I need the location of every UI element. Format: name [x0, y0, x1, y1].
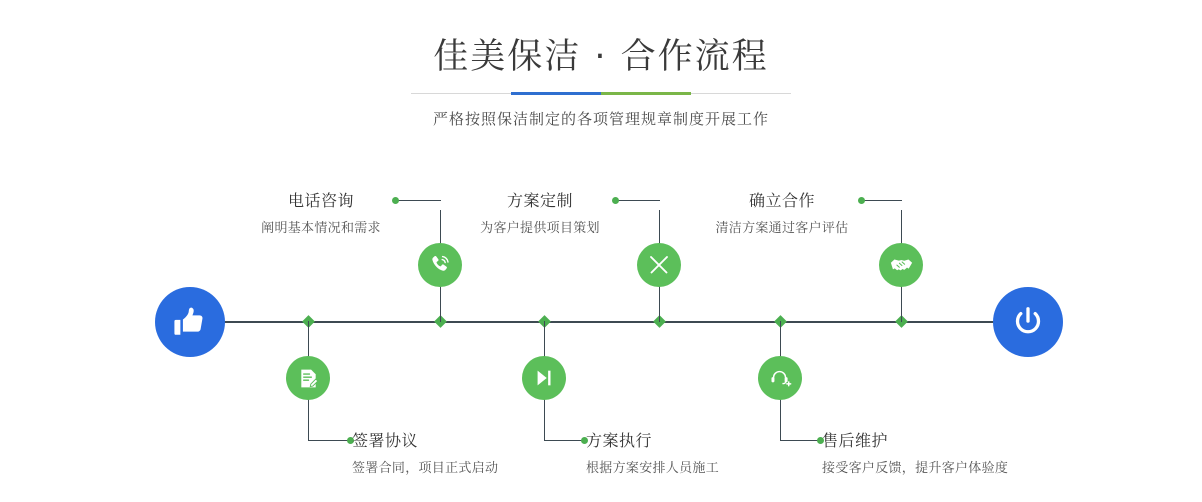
- connector-horizontal: [308, 440, 350, 441]
- connector-horizontal: [780, 440, 820, 441]
- step-icon-bubble[interactable]: [879, 243, 923, 287]
- step-text: [247, 188, 395, 236]
- step-description: 接受客户反馈，提升客户体验度: [822, 461, 1009, 476]
- connector-horizontal: [396, 200, 441, 201]
- step-label: 签署协议: [352, 431, 419, 450]
- page-title: 佳美保洁 · 合作流程: [433, 37, 769, 77]
- play-icon: [533, 367, 555, 389]
- step-description: 根据方案安排人员施工: [586, 461, 720, 476]
- step-description: 为客户提供项目策划: [480, 221, 600, 236]
- tools-icon: [647, 253, 671, 277]
- thumbs-up-icon: [173, 305, 207, 339]
- step-text: [466, 188, 614, 236]
- step-label: 电话咨询: [287, 191, 354, 210]
- step-text: [822, 428, 1062, 476]
- step-icon-bubble[interactable]: [522, 356, 566, 400]
- step-icon-bubble[interactable]: [286, 356, 330, 400]
- connector-horizontal: [862, 200, 902, 201]
- step-icon-bubble[interactable]: [758, 356, 802, 400]
- step-description: 签署合同，项目正式启动: [352, 461, 499, 476]
- timeline-end-endpoint: [993, 287, 1063, 357]
- connector-endpoint-dot: [858, 197, 865, 204]
- phone-icon: [428, 253, 452, 277]
- step-icon-bubble[interactable]: [637, 243, 681, 287]
- step-description: 阐明基本情况和需求: [261, 221, 381, 236]
- step-label: 确立合作: [748, 191, 815, 210]
- contract-icon: [297, 367, 320, 390]
- handshake-icon: [889, 253, 914, 278]
- step-label: 方案定制: [506, 191, 573, 210]
- step-label: 方案执行: [586, 431, 653, 450]
- step-label: 售后维护: [822, 431, 889, 450]
- step-description: 清洁方案通过客户评估: [715, 221, 849, 236]
- timeline-start-endpoint: [155, 287, 225, 357]
- step-text: [708, 188, 856, 236]
- step-text: [586, 428, 766, 476]
- connector-horizontal: [544, 440, 584, 441]
- step-text: [352, 428, 527, 476]
- page-subtitle: 严格按照保洁制定的各项管理规章制度开展工作: [432, 110, 769, 128]
- connector-horizontal: [616, 200, 660, 201]
- power-icon: [1010, 304, 1046, 340]
- step-icon-bubble[interactable]: [418, 243, 462, 287]
- support-icon: [769, 367, 792, 390]
